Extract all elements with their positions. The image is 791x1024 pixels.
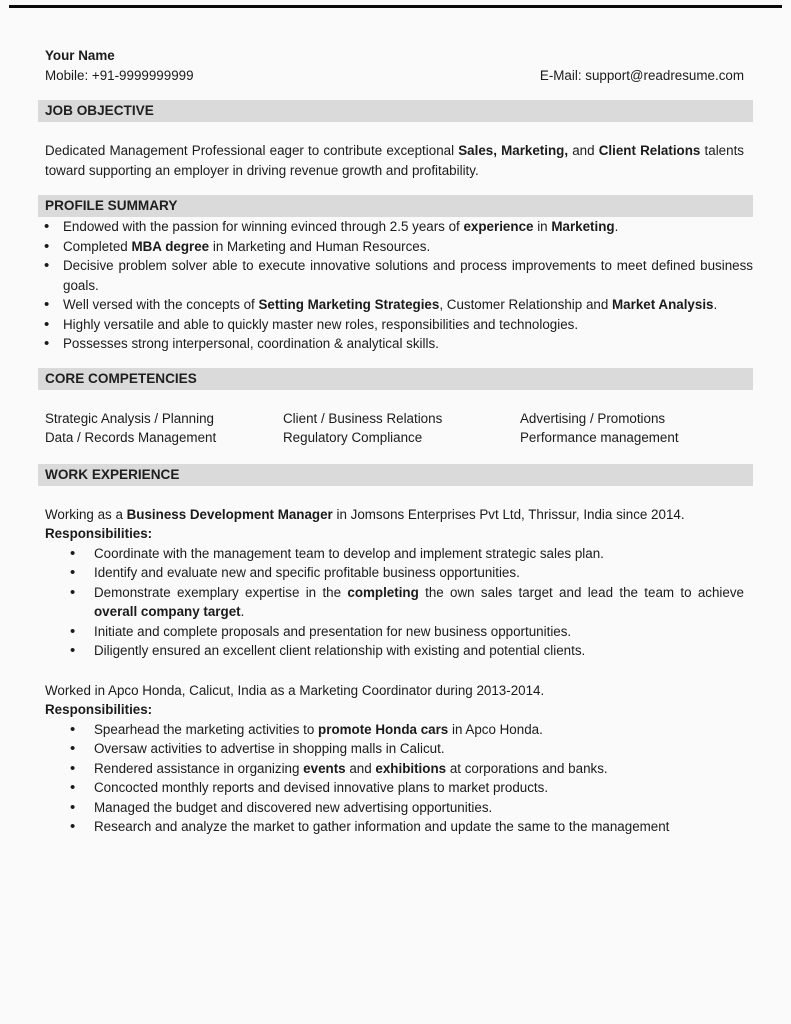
section-header-job-objective — [38, 100, 753, 122]
responsibilities-label: Responsibilities: — [45, 526, 153, 541]
job-objective-paragraph — [45, 141, 744, 180]
text-run: , Customer Relationship and — [439, 297, 613, 312]
mobile-number: Mobile: +91-9999999999 — [45, 67, 194, 83]
bold-text-run: Setting Marketing Strategies — [258, 297, 440, 312]
bullet-item — [45, 563, 744, 583]
job-intro — [45, 505, 744, 525]
text-run: Identify and evaluate new and specific profitable business opportunities. — [94, 565, 520, 580]
bullet-item — [38, 256, 753, 295]
text-run: in Apco Honda. — [448, 721, 543, 737]
text-run: Dedicated Management Professional eager to contribute exceptional — [45, 143, 459, 158]
bullet-item — [45, 622, 744, 642]
competency-item: Client / Business Relations — [283, 410, 443, 426]
competency-item: Strategic Analysis / Planning — [45, 410, 214, 426]
text-run: Worked in Apco Honda, Calicut, India as a Marketing Coordinator during 2013-2014. — [45, 682, 545, 698]
job-intro — [45, 681, 744, 701]
bold-text-run: overall company target — [94, 604, 241, 619]
bold-text-run: events — [303, 760, 346, 776]
bullet-item — [38, 334, 753, 354]
text-run: Possesses strong interpersonal, coordination & analytical skills. — [63, 336, 439, 351]
competency-item: Performance management — [520, 430, 679, 445]
text-run: and — [345, 760, 376, 776]
bullet-item — [38, 315, 753, 335]
bold-text-run: promote Honda cars — [318, 721, 449, 737]
bullet-item — [45, 641, 744, 661]
bullet-item — [45, 739, 744, 759]
section-header-work-experience — [38, 464, 753, 486]
bullet-item — [38, 237, 753, 257]
bold-text-run: exhibitions — [375, 760, 447, 776]
bold-text-run: completing — [347, 584, 419, 600]
text-run: the own sales target and lead the team to achieve — [418, 584, 744, 600]
bold-text-run: Sales, Marketing, — [458, 143, 569, 158]
bullet-item — [45, 759, 744, 779]
text-run: talents toward supporting an employer in driving revenue growth and profitability. — [45, 143, 744, 178]
text-run: Rendered assistance in organizing — [94, 760, 304, 776]
competencies-grid — [45, 409, 744, 448]
section-title: WORK EXPERIENCE — [45, 466, 180, 482]
section-header-core-competencies — [38, 368, 753, 390]
text-run: Research and analyze the market to gather information and update the same to the management — [94, 819, 670, 834]
bold-text-run: experience — [463, 219, 534, 234]
job-entry — [45, 681, 744, 837]
competency-item: Data / Records Management — [45, 430, 217, 445]
text-run: and — [568, 143, 599, 158]
text-run: in Jomsons Enterprises Pvt Ltd, Thrissur, India since 2014. — [332, 506, 685, 522]
profile-summary-list — [38, 217, 753, 354]
bold-text-run: Client Relations — [598, 143, 701, 158]
contact-row — [45, 66, 744, 86]
email-address: E-Mail: support@readresume.com — [539, 67, 744, 83]
text-run: Diligently ensured an excellent client relationship with existing and potential clients. — [94, 643, 586, 658]
job-bullets-list — [45, 544, 744, 661]
resume-content — [38, 0, 753, 837]
text-run: . — [713, 297, 718, 312]
resume-header — [38, 46, 753, 85]
bold-text-run: Business Development Manager — [126, 506, 333, 522]
text-run: in — [533, 219, 552, 234]
bullet-item — [45, 778, 744, 798]
text-run: Working as a — [45, 506, 127, 522]
bold-text-run: Marketing — [551, 219, 615, 234]
text-run: at corporations and banks. — [446, 760, 608, 776]
job-entry — [45, 505, 744, 661]
bullet-item — [45, 798, 744, 818]
competency-item: Regulatory Compliance — [283, 430, 423, 445]
text-run: Spearhead the marketing activities to — [94, 721, 319, 737]
text-run: Oversaw activities to advertise in shopping malls in Calicut. — [94, 741, 445, 756]
bullet-item — [45, 720, 744, 740]
text-run: Demonstrate exemplary expertise in the — [94, 584, 348, 600]
text-run: Coordinate with the management team to develop and implement strategic sales plan. — [94, 545, 604, 561]
competency-item: Advertising / Promotions — [520, 410, 666, 426]
section-header-profile-summary — [38, 195, 753, 217]
person-name: Your Name — [45, 48, 115, 63]
section-title: CORE COMPETENCIES — [45, 370, 197, 386]
text-run: Endowed with the passion for winning evinced through 2.5 years of — [63, 219, 464, 234]
text-run: . — [240, 604, 245, 619]
bullet-item — [45, 817, 744, 837]
text-run: in Marketing and Human Resources. — [209, 238, 431, 254]
text-run: . — [614, 219, 619, 234]
section-title: JOB OBJECTIVE — [45, 103, 154, 118]
bullet-item — [45, 583, 744, 622]
section-title: PROFILE SUMMARY — [45, 198, 178, 213]
bold-text-run: MBA degree — [131, 238, 210, 254]
job-bullets-list — [45, 720, 744, 837]
text-run: Well versed with the concepts of — [63, 297, 259, 312]
bullet-item — [45, 544, 744, 564]
text-run: Concocted monthly reports and devised innovative plans to market products. — [94, 780, 549, 795]
text-run: Initiate and complete proposals and presentation for new business opportunities. — [94, 623, 572, 639]
text-run: Decisive problem solver able to execute innovative solutions and process improvements to meet defined business goals. — [63, 258, 753, 293]
bullet-item — [38, 295, 753, 315]
text-run: Managed the budget and discovered new advertising opportunities. — [94, 799, 493, 815]
bullet-item — [38, 217, 753, 237]
bold-text-run: Market Analysis — [612, 297, 714, 312]
text-run: Highly versatile and able to quickly master new roles, responsibilities and technologies. — [63, 316, 579, 332]
text-run: Completed — [63, 238, 132, 254]
responsibilities-label: Responsibilities: — [45, 702, 153, 717]
